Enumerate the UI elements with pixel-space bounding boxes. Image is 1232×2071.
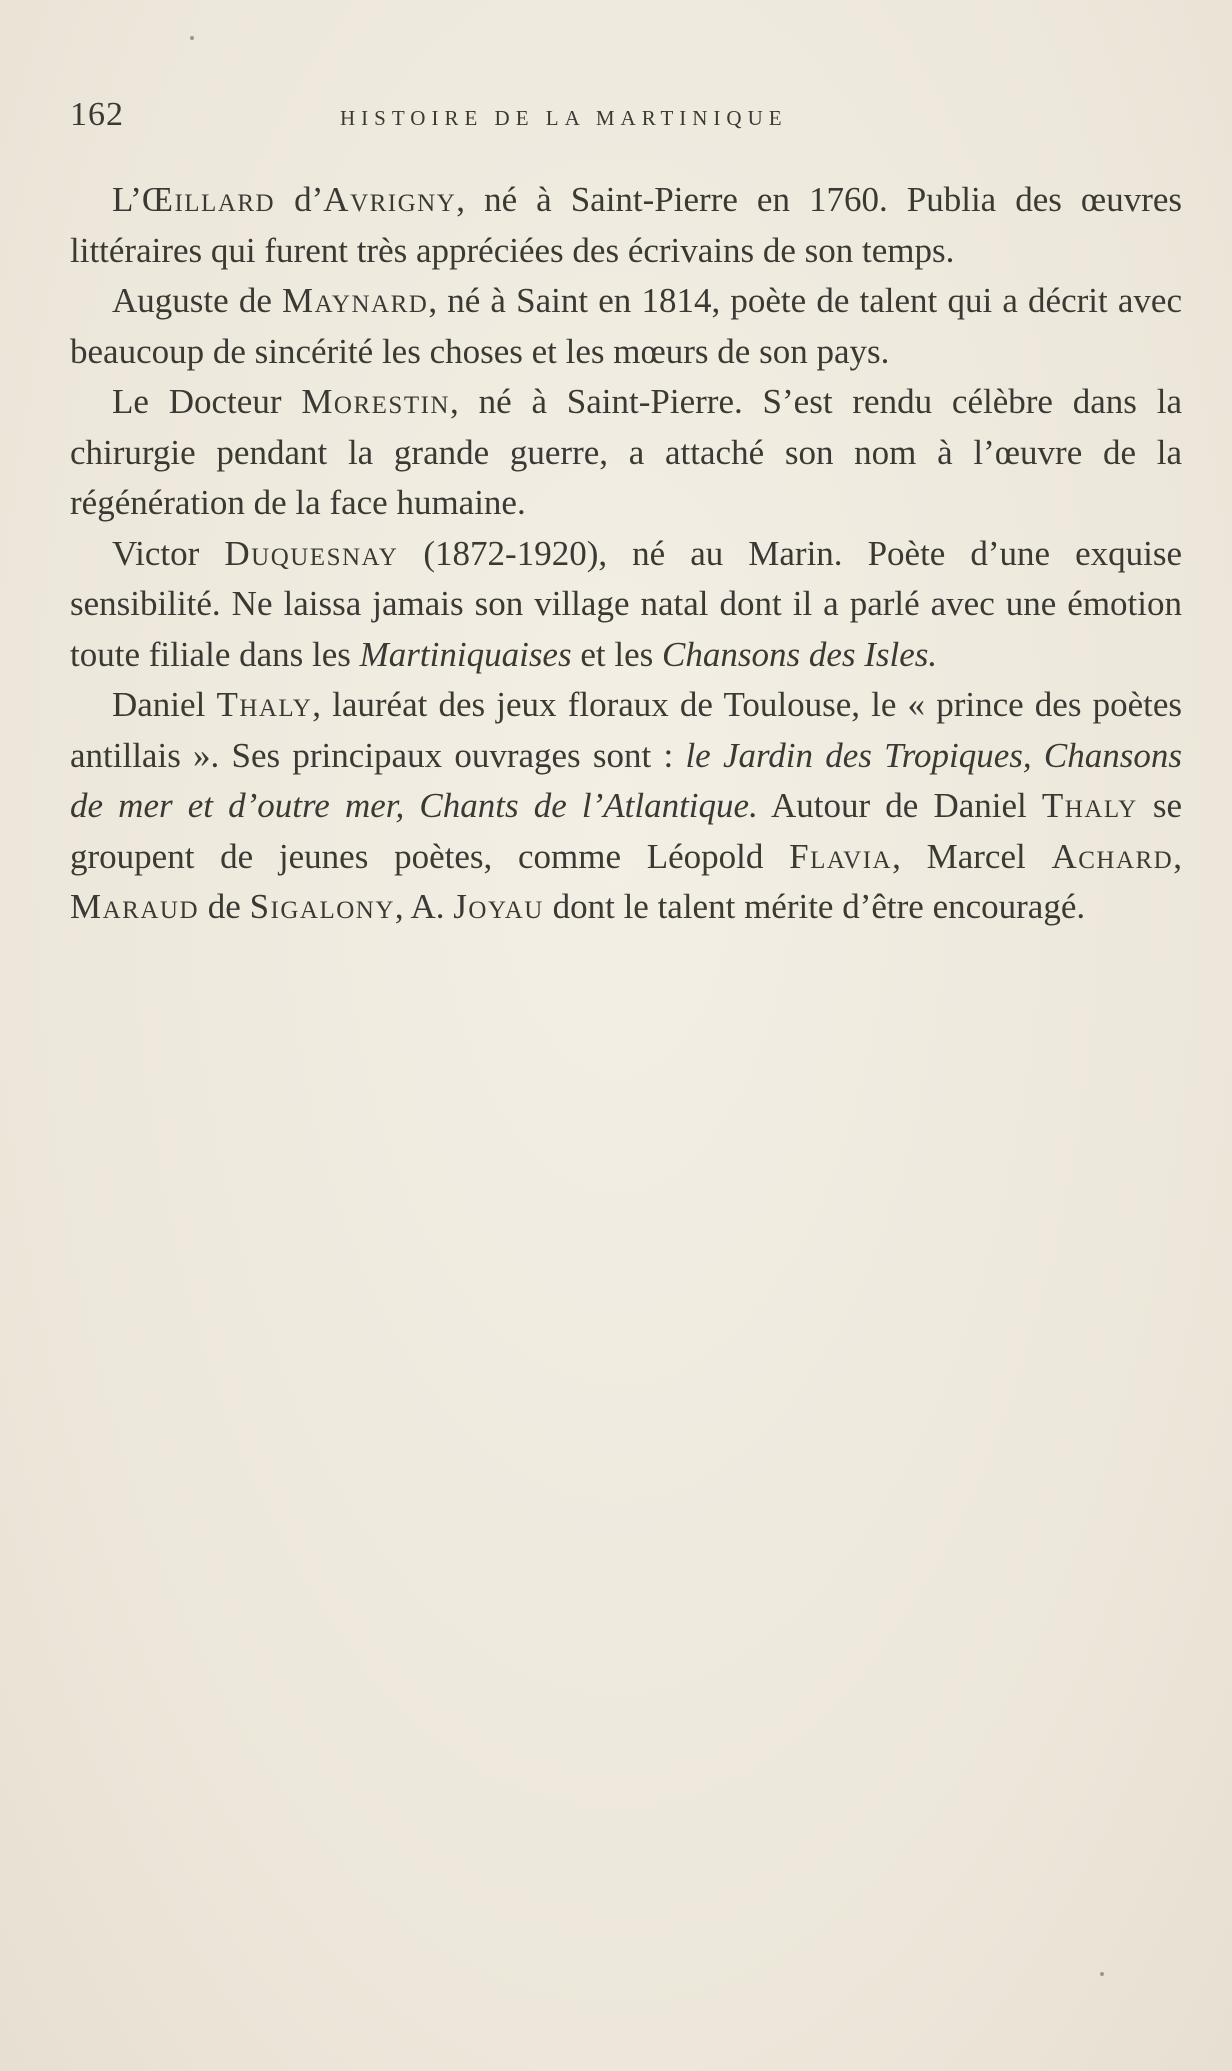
paper-speck	[190, 36, 194, 40]
person-name: Morestin	[301, 382, 450, 421]
person-name: Avrigny	[323, 180, 457, 219]
body-text	[70, 175, 1182, 933]
person-name: Joyau	[453, 887, 544, 926]
text-run: , né à Saint-Pierre en 1760. Publia des œuvres littéraires qui furent très appréciées des écrivains de son temps.	[70, 180, 1182, 270]
text-run: , né à Saint en 1814, poète de talent qui a décrit avec beaucoup de sincérité les choses et les mœurs de son pays.	[70, 281, 1182, 371]
person-name: Thaly	[1041, 786, 1138, 825]
person-name: Sigalony	[249, 887, 395, 926]
person-name: Maraud	[70, 887, 200, 926]
text-run: Auguste de	[112, 281, 283, 320]
person-name: Flavia	[789, 836, 893, 876]
paragraph-oeillard	[70, 175, 1182, 276]
running-title: HISTOIRE DE LA MARTINIQUE	[340, 106, 788, 130]
text-run: ,	[1173, 836, 1182, 876]
person-name: Thaly	[216, 685, 313, 724]
text-run: Daniel	[112, 685, 217, 724]
person-name: Achard	[1051, 836, 1174, 876]
text-run: , Marcel	[892, 836, 1052, 876]
paragraph-duquesnay	[70, 529, 1182, 681]
paragraph-morestin	[70, 377, 1182, 529]
paragraph-thaly	[70, 680, 1182, 933]
work-title: Martiniquaises	[359, 634, 572, 674]
text-run: de	[199, 887, 250, 926]
work-title: Chansons des Isles.	[661, 634, 938, 674]
page-number: 162	[70, 96, 124, 133]
person-name: Œillard	[141, 180, 276, 219]
work-title: le Jardin des Tropiques, Chansons de mer et d’outre mer, Chants de l’Atlantique.	[70, 735, 1182, 825]
text-run: , lauréat des jeux floraux de Toulouse, le « prince des poètes antillais ». Ses principaux ouvrages sont :	[70, 685, 1182, 775]
text-run: , né à Saint-Pierre. S’est rendu célèbre dans la chirurgie pendant la grande guerre, a attaché son nom à l’œuvre de la régénération de la face humaine.	[70, 382, 1183, 522]
paper-speck	[1100, 1972, 1104, 1976]
person-name: Maynard	[282, 281, 429, 320]
text-run: , A.	[394, 887, 454, 926]
text-run: Victor	[112, 533, 225, 573]
paragraph-maynard	[70, 276, 1182, 377]
text-run: se groupent de jeunes poètes, comme Léopold	[70, 786, 1183, 876]
running-head	[70, 96, 1180, 146]
text-run: (1872-1920), né au Marin. Poète d’une exquise sensibilité. Ne laissa jamais son village natal dont il a parlé avec une émotion toute filiale dans les	[70, 533, 1183, 674]
text-run: Le Docteur	[112, 382, 302, 421]
text-run: Autour de Daniel	[757, 786, 1042, 825]
text-run: L’	[112, 180, 142, 219]
person-name: Duquesnay	[224, 533, 399, 573]
text-run: d’	[275, 180, 324, 219]
text-run: dont le talent mérite d’être encouragé.	[543, 887, 1086, 926]
text-run: et les	[571, 634, 662, 674]
